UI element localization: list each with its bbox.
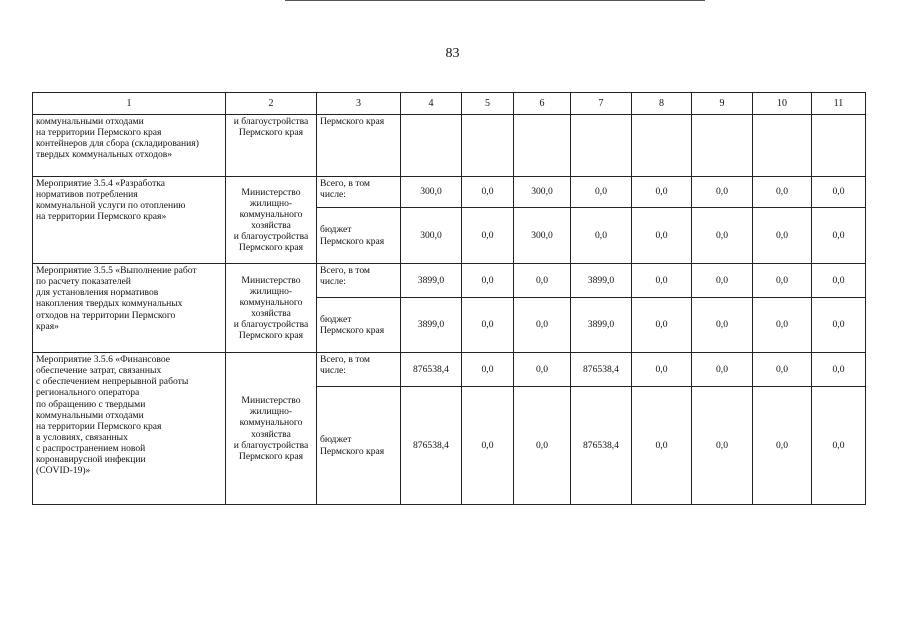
executor-line: и благоустройства xyxy=(233,439,309,451)
executor-line: коммунального xyxy=(239,417,303,429)
executor-line: коммунального xyxy=(239,208,303,220)
value-cell: 0,0 xyxy=(462,264,514,298)
description-line: твердых коммунальных отходов» xyxy=(36,149,173,161)
value-cell: 0,0 xyxy=(514,298,571,353)
executor-line: и благоустройства xyxy=(233,116,309,127)
table-row xyxy=(33,264,866,298)
description-line: по обращению с твердыми xyxy=(36,398,146,410)
column-header-3: 3 xyxy=(317,93,401,115)
value-cell: 0,0 xyxy=(632,387,692,505)
value-cell: 0,0 xyxy=(632,264,692,298)
value-cell: 0,0 xyxy=(571,208,632,264)
value-cell: 0,0 xyxy=(571,177,632,208)
value-cell: 0,0 xyxy=(692,208,753,264)
description-line: края» xyxy=(36,320,59,332)
funding-source xyxy=(317,353,401,387)
value-cell: 0,0 xyxy=(812,353,866,387)
continuation-executor xyxy=(226,115,317,177)
source-line: бюджет xyxy=(320,313,352,325)
measure-executor xyxy=(226,177,317,264)
table-body xyxy=(33,93,866,505)
source-line: бюджет xyxy=(320,224,352,236)
description-line: с обеспечением непрерывной работы xyxy=(36,376,189,388)
value-cell: 0,0 xyxy=(692,264,753,298)
description-line: коммунальными отходами xyxy=(36,116,144,127)
value-cell: 3899,0 xyxy=(571,264,632,298)
scan-edge-line xyxy=(285,0,705,1)
measure-description xyxy=(33,177,226,264)
value-cell: 0,0 xyxy=(462,387,514,505)
value-cell: 0,0 xyxy=(753,264,812,298)
description-line: (COVID-19)» xyxy=(36,465,91,477)
value-cell: 0,0 xyxy=(692,298,753,353)
value-cell: 0,0 xyxy=(632,353,692,387)
table-row xyxy=(33,177,866,208)
description-line: накопления твердых коммунальных xyxy=(36,298,183,310)
description-line: отходов на территории Пермского xyxy=(36,309,176,321)
description-line: коммунальной услуги по отоплению xyxy=(36,200,186,212)
value-cell: 0,0 xyxy=(753,353,812,387)
measure-executor xyxy=(226,264,317,353)
executor-line: хозяйства xyxy=(251,308,291,319)
value-cell: 0,0 xyxy=(753,208,812,264)
empty-cell xyxy=(514,115,571,177)
executor-line: Министерство xyxy=(241,186,301,198)
description-line: для установления нормативов xyxy=(36,287,159,299)
source-line: числе: xyxy=(320,189,346,201)
empty-cell xyxy=(401,115,462,177)
funding-source xyxy=(317,177,401,208)
source-line: Пермского края xyxy=(320,235,385,247)
description-line: на территории Пермского края xyxy=(36,420,162,432)
empty-cell xyxy=(812,115,866,177)
description-line: нормативов потребления xyxy=(36,189,138,201)
source-line: числе: xyxy=(320,276,346,288)
budget-table xyxy=(32,92,866,505)
empty-cell xyxy=(571,115,632,177)
value-cell: 876538,4 xyxy=(401,353,462,387)
source-line: Всего, в том xyxy=(320,354,371,365)
description-line: контейнеров для сбора (складирования) xyxy=(36,138,199,150)
empty-cell xyxy=(462,115,514,177)
description-line: коммунальными отходами xyxy=(36,409,144,421)
description-line: обеспечение затрат, связанных xyxy=(36,365,162,377)
table-row xyxy=(33,353,866,387)
description-line: Мероприятие 3.5.5 «Выполнение работ xyxy=(36,265,197,276)
value-cell: 3899,0 xyxy=(571,298,632,353)
page-number: 83 xyxy=(445,46,460,61)
empty-cell xyxy=(632,115,692,177)
value-cell: 0,0 xyxy=(692,177,753,208)
description-line: на территории Пермского края xyxy=(36,127,162,139)
value-cell: 0,0 xyxy=(812,208,866,264)
value-cell: 0,0 xyxy=(514,387,571,505)
value-cell: 0,0 xyxy=(812,298,866,353)
description-line: с распространением новой xyxy=(36,443,146,454)
value-cell: 876538,4 xyxy=(571,387,632,505)
value-cell: 0,0 xyxy=(812,177,866,208)
executor-line: коммунального xyxy=(239,296,303,308)
description-line: в условиях, связанных xyxy=(36,431,128,443)
value-cell: 0,0 xyxy=(692,387,753,505)
value-cell: 0,0 xyxy=(812,264,866,298)
description-line: Мероприятие 3.5.6 «Финансовое xyxy=(36,354,171,365)
value-cell: 0,0 xyxy=(514,353,571,387)
source-line: числе: xyxy=(320,365,346,377)
executor-line: Министерство xyxy=(241,274,301,286)
empty-cell xyxy=(753,115,812,177)
value-cell: 876538,4 xyxy=(401,387,462,505)
source-line: Пермского края xyxy=(320,325,385,336)
continuation-source: Пермского края xyxy=(317,115,401,177)
funding-source xyxy=(317,387,401,505)
source-line: Всего, в том xyxy=(320,178,371,189)
executor-line: и благоустройства xyxy=(233,319,309,331)
description-line: регионального оператора xyxy=(36,387,140,399)
source-line: Пермского края xyxy=(320,445,385,457)
value-cell: 0,0 xyxy=(462,298,514,353)
description-line: Мероприятие 3.5.4 «Разработка xyxy=(36,178,166,189)
executor-line: хозяйства xyxy=(251,220,291,231)
value-cell: 0,0 xyxy=(514,264,571,298)
value-cell: 0,0 xyxy=(812,387,866,505)
value-cell: 0,0 xyxy=(692,353,753,387)
executor-line: Пермского края xyxy=(238,127,304,139)
value-cell: 0,0 xyxy=(753,298,812,353)
value-cell: 0,0 xyxy=(753,387,812,505)
column-header-10: 10 xyxy=(753,93,812,115)
value-cell: 0,0 xyxy=(632,177,692,208)
executor-line: Министерство xyxy=(241,395,301,407)
column-header-1: 1 xyxy=(33,93,226,115)
value-cell: 0,0 xyxy=(462,353,514,387)
value-cell: 3899,0 xyxy=(401,298,462,353)
executor-line: жилищно- xyxy=(249,406,293,418)
executor-line: Пермского края xyxy=(238,242,304,254)
description-line: по расчету показателей xyxy=(36,276,131,288)
funding-source xyxy=(317,298,401,353)
source-line: Всего, в том xyxy=(320,265,371,276)
column-header-9: 9 xyxy=(692,93,753,115)
funding-source xyxy=(317,208,401,264)
column-header-7: 7 xyxy=(571,93,632,115)
value-cell: 300,0 xyxy=(401,177,462,208)
executor-line: хозяйства xyxy=(251,428,291,440)
description-line: коронавирусной инфекции xyxy=(36,454,146,466)
measure-executor xyxy=(226,353,317,505)
source-line: бюджет xyxy=(320,434,352,446)
value-cell: 300,0 xyxy=(514,177,571,208)
column-header-5: 5 xyxy=(462,93,514,115)
value-cell: 0,0 xyxy=(632,298,692,353)
table-row-continuation xyxy=(33,115,866,177)
continuation-description xyxy=(33,115,226,177)
column-header-2: 2 xyxy=(226,93,317,115)
value-cell: 0,0 xyxy=(462,208,514,264)
funding-source xyxy=(317,264,401,298)
executor-line: жилищно- xyxy=(249,285,293,297)
value-cell: 300,0 xyxy=(514,208,571,264)
executor-line: Пермского края xyxy=(238,330,304,342)
value-cell: 3899,0 xyxy=(401,264,462,298)
value-cell: 0,0 xyxy=(632,208,692,264)
value-cell: 0,0 xyxy=(462,177,514,208)
value-cell: 0,0 xyxy=(753,177,812,208)
executor-line: и благоустройства xyxy=(233,231,309,243)
header-row xyxy=(33,93,866,115)
measure-description xyxy=(33,353,226,505)
value-cell: 876538,4 xyxy=(571,353,632,387)
value-cell: 300,0 xyxy=(401,208,462,264)
column-header-4: 4 xyxy=(401,93,462,115)
description-line: на территории Пермского края» xyxy=(36,211,167,223)
empty-cell xyxy=(692,115,753,177)
column-header-8: 8 xyxy=(632,93,692,115)
column-header-11: 11 xyxy=(812,93,866,115)
column-header-6: 6 xyxy=(514,93,571,115)
measure-description xyxy=(33,264,226,353)
executor-line: Пермского края xyxy=(238,450,304,462)
executor-line: жилищно- xyxy=(249,197,293,209)
